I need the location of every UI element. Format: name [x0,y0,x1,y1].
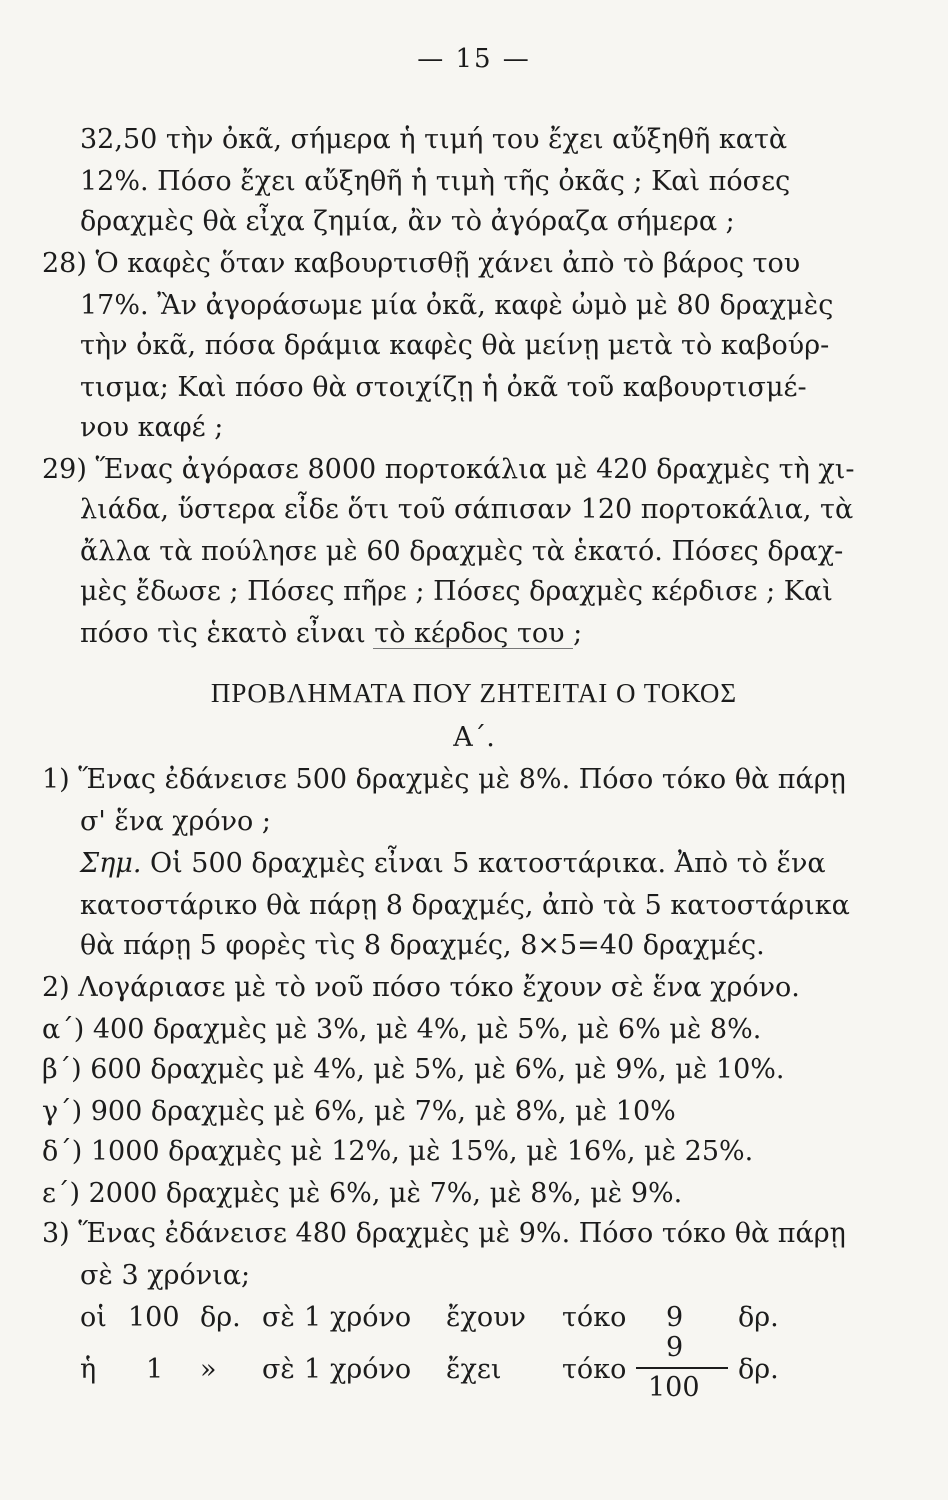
text-line: κατοστάρικο θὰ πάρῃ 8 δραχμές, ἀπὸ τὰ 5 κατοστάρικα [80,890,850,921]
section-divider [373,648,573,649]
calc-word: χρόνο [330,1302,412,1333]
fraction-numerator: 9 [666,1332,684,1363]
text-line: τισμα; Καὶ πόσο θὰ στοιχίζῃ ἡ ὀκᾶ τοῦ καβουρτισμέ- [80,372,807,403]
text-line: 17%. Ἂν ἀγοράσωμε μία ὀκᾶ, καφὲ ὠμὸ μὲ 80 δραχμὲς [80,290,834,321]
note-label: Σημ. [80,848,142,879]
text-line: νου καφέ ; [80,412,224,443]
calc-number: 9 [666,1302,684,1333]
calc-word: δρ. [738,1302,779,1333]
text-line: ἄλλα τὰ πούλησε μὲ 60 δραχμὲς τὰ ἑκατό. Πόσες δραχ- [80,536,844,567]
problem-28: 28) Ὁ καφὲς ὅταν καβουρτισθῇ χάνει ἀπὸ τὸ βάρος του [42,248,801,279]
text-line: πόσο τὶς ἑκατὸ εἶναι τὸ κέρδος του ; [80,618,583,649]
note-line [80,850,826,877]
exercise-b: β΄) 600 δραχμὲς μὲ 4%, μὲ 5%, μὲ 6%, μὲ 9%, μὲ 10%. [42,1054,785,1085]
calc-word: σὲ [262,1302,295,1333]
calc-word: δρ. [200,1302,241,1333]
calc-number: 1 [146,1354,164,1385]
text-line: μὲς ἔδωσε ; Πόσες πῆρε ; Πόσες δραχμὲς κέρδισε ; Καὶ [80,576,833,607]
calc-word: ἔχει [446,1354,502,1385]
text-line: σὲ 3 χρόνια; [80,1260,251,1291]
calc-number: 1 [304,1354,322,1385]
problem-1: 1) Ἕνας ἐδάνεισε 500 δραχμὲς μὲ 8%. Πόσο τόκο θὰ πάρῃ [42,764,846,795]
text-line: σ' ἕνα χρόνο ; [80,806,271,837]
calc-word: οἱ [80,1302,107,1333]
calc-word: τόκο [562,1354,627,1385]
page-number: — 15 — [417,44,531,74]
text-line: λιάδα, ὕστερα εἶδε ὅτι τοῦ σάπισαν 120 πορτοκάλια, τὰ [80,494,854,525]
section-heading: ΠΡΟΒΛΗΜΑΤΑ ΠΟΥ ΖΗΤΕΙΤΑΙ Ο ΤΟΚΟΣ [210,678,738,708]
calc-word: χρόνο [330,1354,412,1385]
calc-number: 1 [304,1302,322,1333]
calc-word: δρ. [738,1354,779,1385]
note-text: Οἱ 500 δραχμὲς εἶναι 5 κατοστάρικα. Ἀπὸ τὸ ἕνα [150,848,826,879]
calc-word: ἔχουν [446,1302,526,1333]
text-line: 12%. Πόσο ἔχει αὔξηθῆ ἡ τιμὴ τῆς ὀκᾶς ; Καὶ πόσες [80,166,791,197]
exercise-e: ε΄) 2000 δραχμὲς μὲ 6%, μὲ 7%, μὲ 8%, μὲ 9%. [42,1178,683,1209]
exercise-a: α΄) 400 δραχμὲς μὲ 3%, μὲ 4%, μὲ 5%, μὲ 6% μὲ 8%. [42,1014,762,1045]
calc-number: 100 [128,1302,180,1333]
problem-29: 29) Ἕνας ἀγόρασε 8000 πορτοκάλια μὲ 420 δραχμὲς τὴ χι- [42,454,855,485]
exercise-d: δ΄) 1000 δραχμὲς μὲ 12%, μὲ 15%, μὲ 16%, μὲ 25%. [42,1136,754,1167]
calc-word: σὲ [262,1354,295,1385]
fraction-bar [636,1367,728,1369]
problem-2: 2) Λογάριασε μὲ τὸ νοῦ πόσο τόκο ἔχουν σὲ ἕνα χρόνο. [42,972,800,1003]
calc-word: τόκο [562,1302,627,1333]
text-line: τὴν ὀκᾶ, πόσα δράμια καφὲς θὰ μείνῃ μετὰ τὸ καβούρ- [80,330,830,361]
calc-word: ἡ [80,1354,97,1385]
text-line: 32,50 τὴν ὀκᾶ, σήμερα ἡ τιμή του ἔχει αὔξηθῆ κατὰ [80,124,788,155]
text-line: θὰ πάρῃ 5 φορὲς τὶς 8 δραχμές, 8×5=40 δραχμές. [80,930,765,961]
fraction-denominator: 100 [648,1372,700,1403]
section-subheading: Α΄. [453,722,495,753]
problem-3: 3) Ἕνας ἐδάνεισε 480 δραχμὲς μὲ 9%. Πόσο τόκο θὰ πάρῃ [42,1218,846,1249]
calc-word: » [200,1354,217,1385]
text-line: δραχμὲς θὰ εἶχα ζημία, ἂν τὸ ἀγόραζα σήμερα ; [80,206,735,237]
exercise-c: γ΄) 900 δραχμὲς μὲ 6%, μὲ 7%, μὲ 8%, μὲ 10% [42,1096,676,1127]
